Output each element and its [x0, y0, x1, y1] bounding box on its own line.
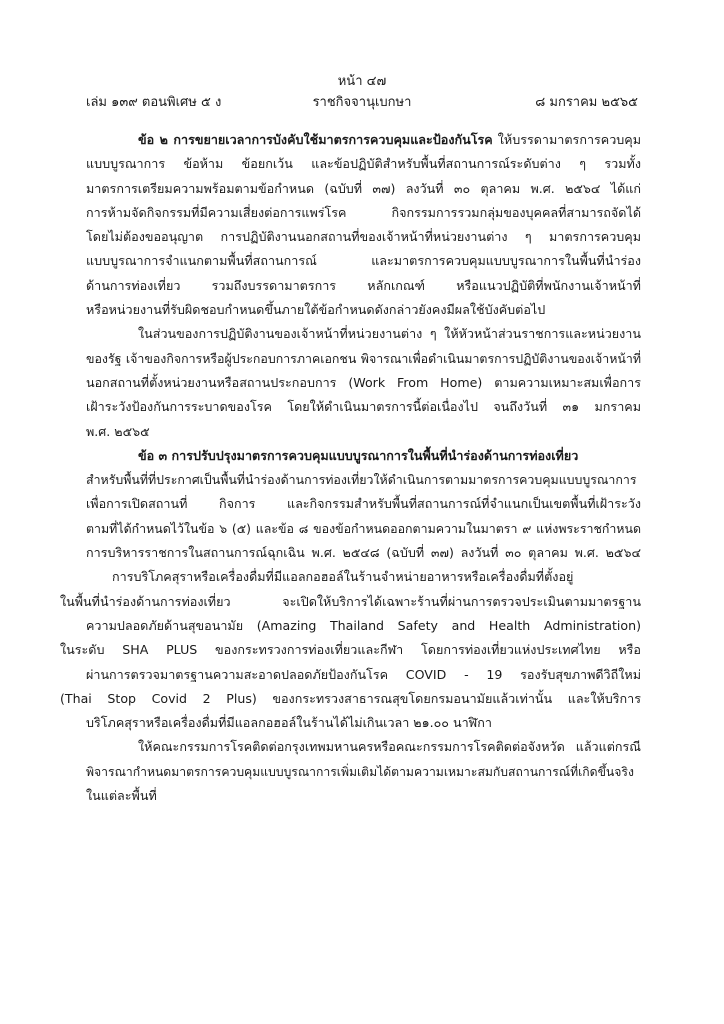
clause-3-para3-line: ให้คณะกรรมการโรคติดต่อกรุงเทพมหานครหรือคณะกรรมการโรคติดต่อจังหวัด แล้วแต่กรณี: [138, 739, 641, 755]
clause-3-para2-line: ผ่านการตรวจมาตรฐานความสะอาดปลอดภัยป้องกันโรค COVID - 19 รองรับสุขภาพดีวิถีใหม่: [86, 666, 641, 682]
clause-3-para2-line: ในพื้นที่นำร่องด้านการท่องเที่ยว จะเปิดให้บริการได้เฉพาะร้านที่ผ่านการตรวจประเมินตามมาตรฐาน: [60, 593, 641, 609]
clause-3-line: สำหรับพื้นที่ที่ประกาศเป็นพื้นที่นำร่องด้านการท่องเที่ยวให้ดำเนินการตามมาตรการควบคุมแบบบูรณาการ: [86, 472, 637, 488]
clause-2-para2-line: ในส่วนของการปฏิบัติงานของเจ้าหน้าที่หน่วยงานต่าง ๆ ให้หัวหน้าส่วนราชการและหน่วยงาน: [138, 326, 641, 342]
clause-2-line: แบบบูรณาการจำแนกตามพื้นที่สถานการณ์ และมาตรการควบคุมแบบบูรณาการในพื้นที่นำร่อง: [86, 253, 641, 269]
clause-3-para2-line: ในระดับ SHA PLUS ของกระทรวงการท่องเที่ยวและกีฬา โดยการท่องเที่ยวแห่งประเทศไทย หรือ: [60, 642, 641, 658]
clause-3-para3-line: ในแต่ละพื้นที่: [86, 788, 157, 804]
document-body: [60, 128, 641, 808]
clause-2-first-line: [86, 128, 641, 152]
page-number: หน้า ๔๗: [337, 74, 387, 89]
clause-2-para2-line: ของรัฐ เจ้าของกิจการหรือผู้ประกอบการภาคเอกชน พิจารณาเพื่อดำเนินมาตรการปฏิบัติงานของเจ้าหน้าที่: [86, 350, 641, 366]
clause-2-line: ด้านการท่องเที่ยว รวมถึงบรรดามาตรการ หลักเกณฑ์ หรือแนวปฏิบัติที่พนักงานเจ้าหน้าที่: [86, 277, 641, 293]
clause-3-line: การบริหารราชการในสถานการณ์ฉุกเฉิน พ.ศ. ๒๕๔๘ (ฉบับที่ ๓๗) ลงวันที่ ๓๐ ตุลาคม พ.ศ. ๒๕๖๔: [86, 545, 641, 561]
clause-2-line: แบบบูรณาการ ข้อห้าม ข้อยกเว้น และข้อปฏิบัติสำหรับพื้นที่สถานการณ์ระดับต่าง ๆ รวมทั้ง: [86, 156, 641, 172]
clause-2-para2-line: พ.ศ. ๒๕๖๕: [86, 423, 150, 439]
clause-2-line: ให้บรรดามาตรการควบคุม: [492, 132, 641, 147]
publication-date: ๘ มกราคม ๒๕๖๕: [535, 95, 638, 110]
clause-2-para2-line: เฝ้าระวังป้องกันการระบาดของโรค โดยให้ดำเนินมาตรการนี้ต่อเนื่องไป จนถึงวันที่ ๓๑ มกราคม: [86, 399, 641, 415]
clause-3-para2-line: บริโภคสุราหรือเครื่องดื่มที่มีแอลกอฮอล์ในร้านได้ไม่เกินเวลา ๒๑.๐๐ นาฬิกา: [86, 715, 492, 731]
clause-2-line: มาตรการเตรียมความพร้อมตามข้อกำหนด (ฉบับที่ ๓๗) ลงวันที่ ๓๐ ตุลาคม พ.ศ. ๒๕๖๔ ได้แก่: [86, 180, 641, 196]
clause-3-line: ตามที่ได้กำหนดไว้ในข้อ ๖ (๕) และข้อ ๘ ของข้อกำหนดออกตามความในมาตรา ๙ แห่งพระราชกำหนด: [86, 520, 641, 536]
clause-3-para2-line: ความปลอดภัยด้านสุขอนามัย (Amazing Thailand Safety and Health Administration): [86, 617, 641, 633]
publication-title: ราชกิจจานุเบกษา: [312, 95, 412, 110]
clause-2-line: การห้ามจัดกิจกรรมที่มีความเสี่ยงต่อการแพร่โรค กิจกรรมการรวมกลุ่มของบุคคลที่สามารถจัดได้: [86, 204, 641, 220]
clause-2-heading: ข้อ ๒ การขยายเวลาการบังคับใช้มาตรการควบคุมและป้องกันโรค: [138, 132, 493, 147]
clause-3-line: เพื่อการเปิดสถานที่ กิจการ และกิจกรรมสำหรับพื้นที่สถานการณ์ที่จำแนกเป็นเขตพื้นที่เฝ้าระวัง: [86, 496, 641, 512]
clause-3-para2-line: การบริโภคสุราหรือเครื่องดื่มที่มีแอลกอฮอล์ในร้านจำหน่ายอาหารหรือเครื่องดื่มที่ตั้งอยู่: [112, 569, 574, 585]
clause-3-para2-line: (Thai Stop Covid 2 Plus) ของกระทรวงสาธารณสุขโดยกรมอนามัยแล้วเท่านั้น และให้บริการ: [60, 690, 641, 706]
clause-2-line: โดยไม่ต้องขออนุญาต การปฏิบัติงานนอกสถานที่ของเจ้าหน้าที่หน่วยงานต่าง ๆ มาตรการควบคุม: [86, 229, 641, 245]
clause-3-para3-line: พิจารณากำหนดมาตรการควบคุมแบบบูรณาการเพิ่มเติมได้ตามความเหมาะสมกับสถานการณ์ที่เกิดขึ้นจริง: [86, 764, 634, 779]
volume-info: เล่ม ๑๓๙ ตอนพิเศษ ๕ ง: [86, 95, 222, 110]
clause-2-line: หรือหน่วยงานที่รับผิดชอบกำหนดขึ้นภายใต้ข้อกำหนดดังกล่าวยังคงมีผลใช้บังคับต่อไป: [86, 302, 546, 318]
clause-3-heading: ข้อ ๓ การปรับปรุงมาตรการควบคุมแบบบูรณาการในพื้นที่นำร่องด้านการท่องเที่ยว: [138, 447, 579, 463]
clause-2-para2-line: นอกสถานที่ตั้งหน่วยงานหรือสถานประกอบการ (Work From Home) ตามความเหมาะสมเพื่อการ: [86, 374, 641, 390]
clause-3-heading-line: [86, 444, 641, 468]
